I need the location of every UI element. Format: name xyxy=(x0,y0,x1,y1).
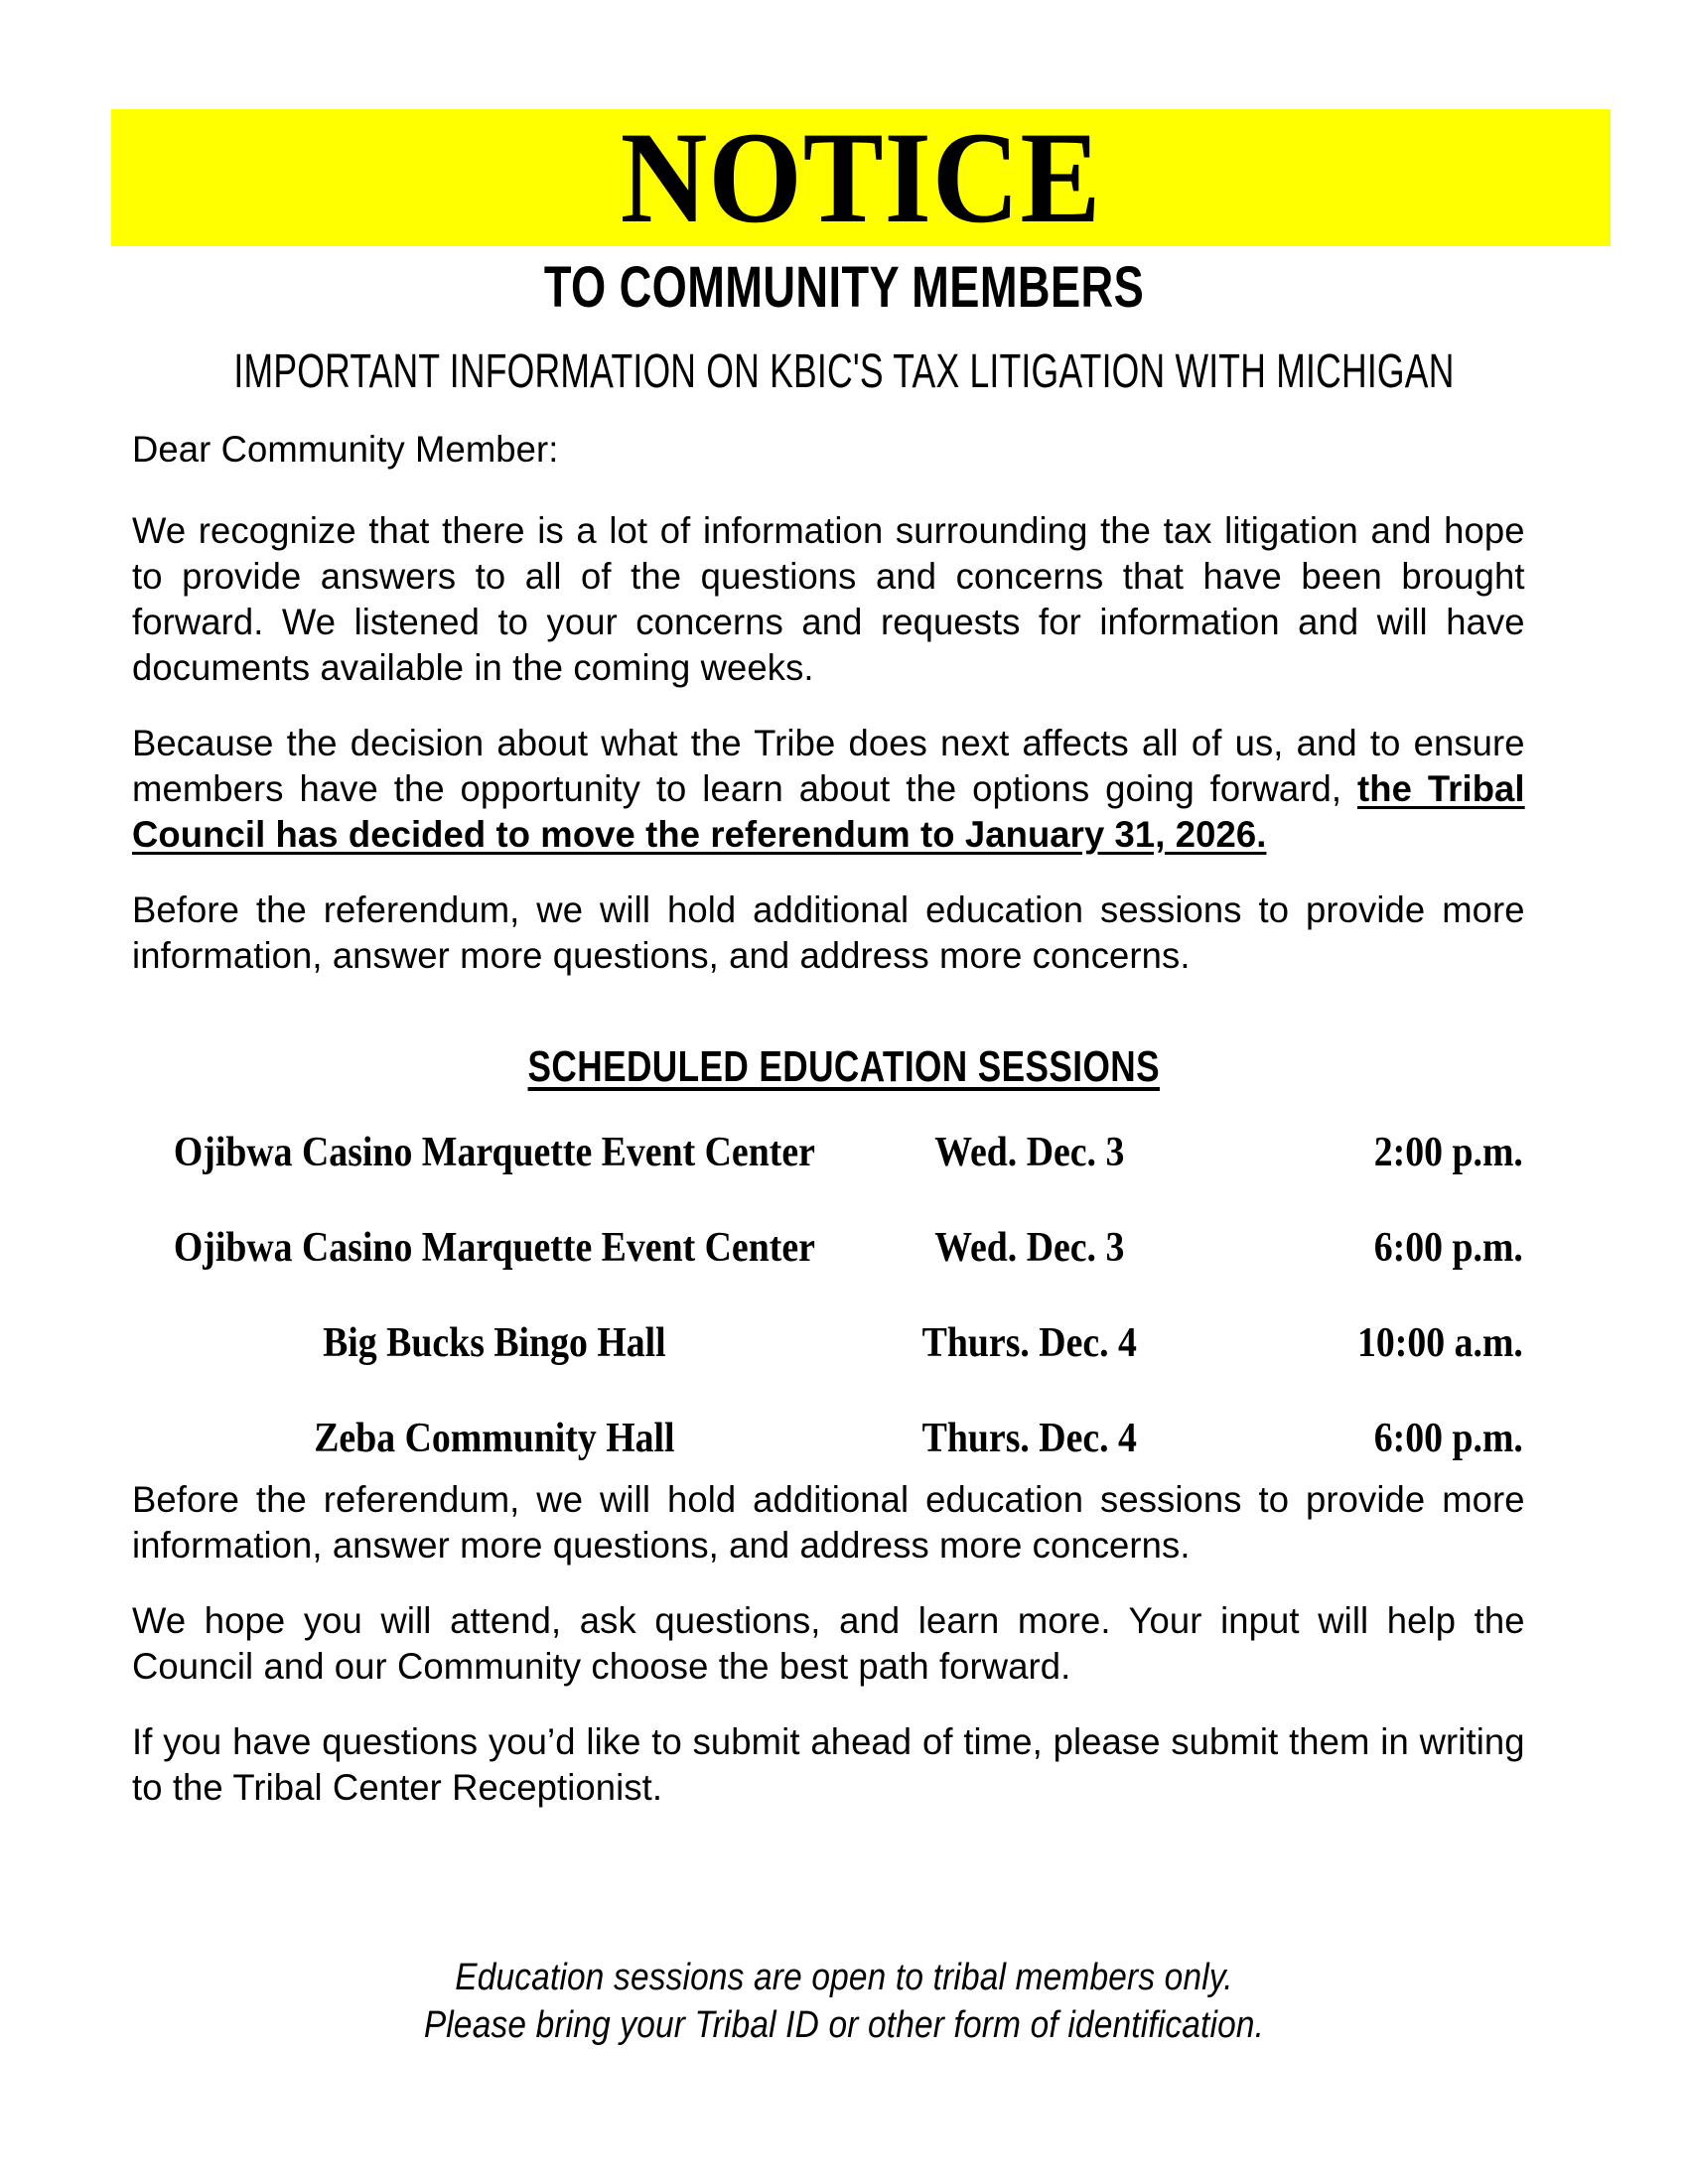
letter-body-upper xyxy=(132,427,1546,1009)
paragraph-referendum-lead: Because the decision about what the Tribe does next affects all of us, and to ensure members have the opportunity to learn about the options going forward, xyxy=(132,723,1525,809)
sessions-heading-label: SCHEDULED EDUCATION SESSIONS xyxy=(527,1042,1161,1091)
paragraph-education-sessions-intro: Before the referendum, we will hold additional education sessions to provide more information, answer more questions, and address more concerns. xyxy=(132,889,1525,976)
session-time: 10:00 a.m. xyxy=(1357,1320,1524,1366)
sessions-heading xyxy=(0,1040,1688,1094)
paragraph-submit-questions: If you have questions you’d like to submit ahead of time, please submit them in writing to the Tribal Center Receptionist. xyxy=(132,1721,1525,1808)
session-time: 6:00 p.m. xyxy=(1374,1225,1524,1271)
paragraph-attend-invitation: We hope you will attend, ask questions, and learn more. Your input will help the Council and our Community choose the best path forward. xyxy=(132,1600,1525,1687)
footer-line-bring-id: Please bring your Tribal ID or other form of identification. xyxy=(423,2004,1265,2046)
subtitle-to-community-members: TO COMMUNITY MEMBERS xyxy=(543,255,1145,320)
referendum-date-emphasis: the Tribal Council has decided to move the referendum to January 31, 2026. xyxy=(132,768,1525,855)
table-row xyxy=(132,1207,1546,1302)
session-location: Zeba Community Hall xyxy=(314,1416,675,1461)
table-row xyxy=(132,1302,1546,1398)
session-location: Big Bucks Bingo Hall xyxy=(323,1320,666,1366)
scheduled-sessions-table xyxy=(132,1112,1546,1493)
footer-note xyxy=(0,1954,1688,2049)
page-title: NOTICE xyxy=(620,104,1102,250)
paragraph-referendum-decision xyxy=(132,721,1525,858)
footer-line-tribal-members-only: Education sessions are open to tribal members only. xyxy=(455,1957,1233,1998)
session-location: Ojibwa Casino Marquette Event Center xyxy=(173,1225,815,1271)
session-date: Wed. Dec. 3 xyxy=(934,1225,1125,1271)
session-location: Ojibwa Casino Marquette Event Center xyxy=(173,1130,815,1175)
session-time: 2:00 p.m. xyxy=(1374,1130,1524,1175)
table-row xyxy=(132,1112,1546,1207)
paragraph-education-sessions-repeat: Before the referendum, we will hold additional education sessions to provide more information, answer more questions, and address more concerns. xyxy=(132,1479,1525,1566)
session-date: Wed. Dec. 3 xyxy=(934,1130,1125,1175)
session-date: Thurs. Dec. 4 xyxy=(921,1320,1137,1366)
paragraph-recognize-information: We recognize that there is a lot of information surrounding the tax litigation and hope to provide answers to all of the questions and concerns that have been brought forward. We listened to your concerns and requests for information and will have documents available in the coming weeks. xyxy=(132,510,1525,688)
session-date: Thurs. Dec. 4 xyxy=(921,1416,1137,1461)
session-time: 6:00 p.m. xyxy=(1374,1416,1524,1461)
notice-banner xyxy=(111,104,1611,250)
letter-body-lower xyxy=(132,1477,1546,1841)
salutation: Dear Community Member: xyxy=(132,429,559,470)
topic-line: IMPORTANT INFORMATION ON KBIC'S TAX LITIGATION WITH MICHIGAN xyxy=(233,345,1455,398)
